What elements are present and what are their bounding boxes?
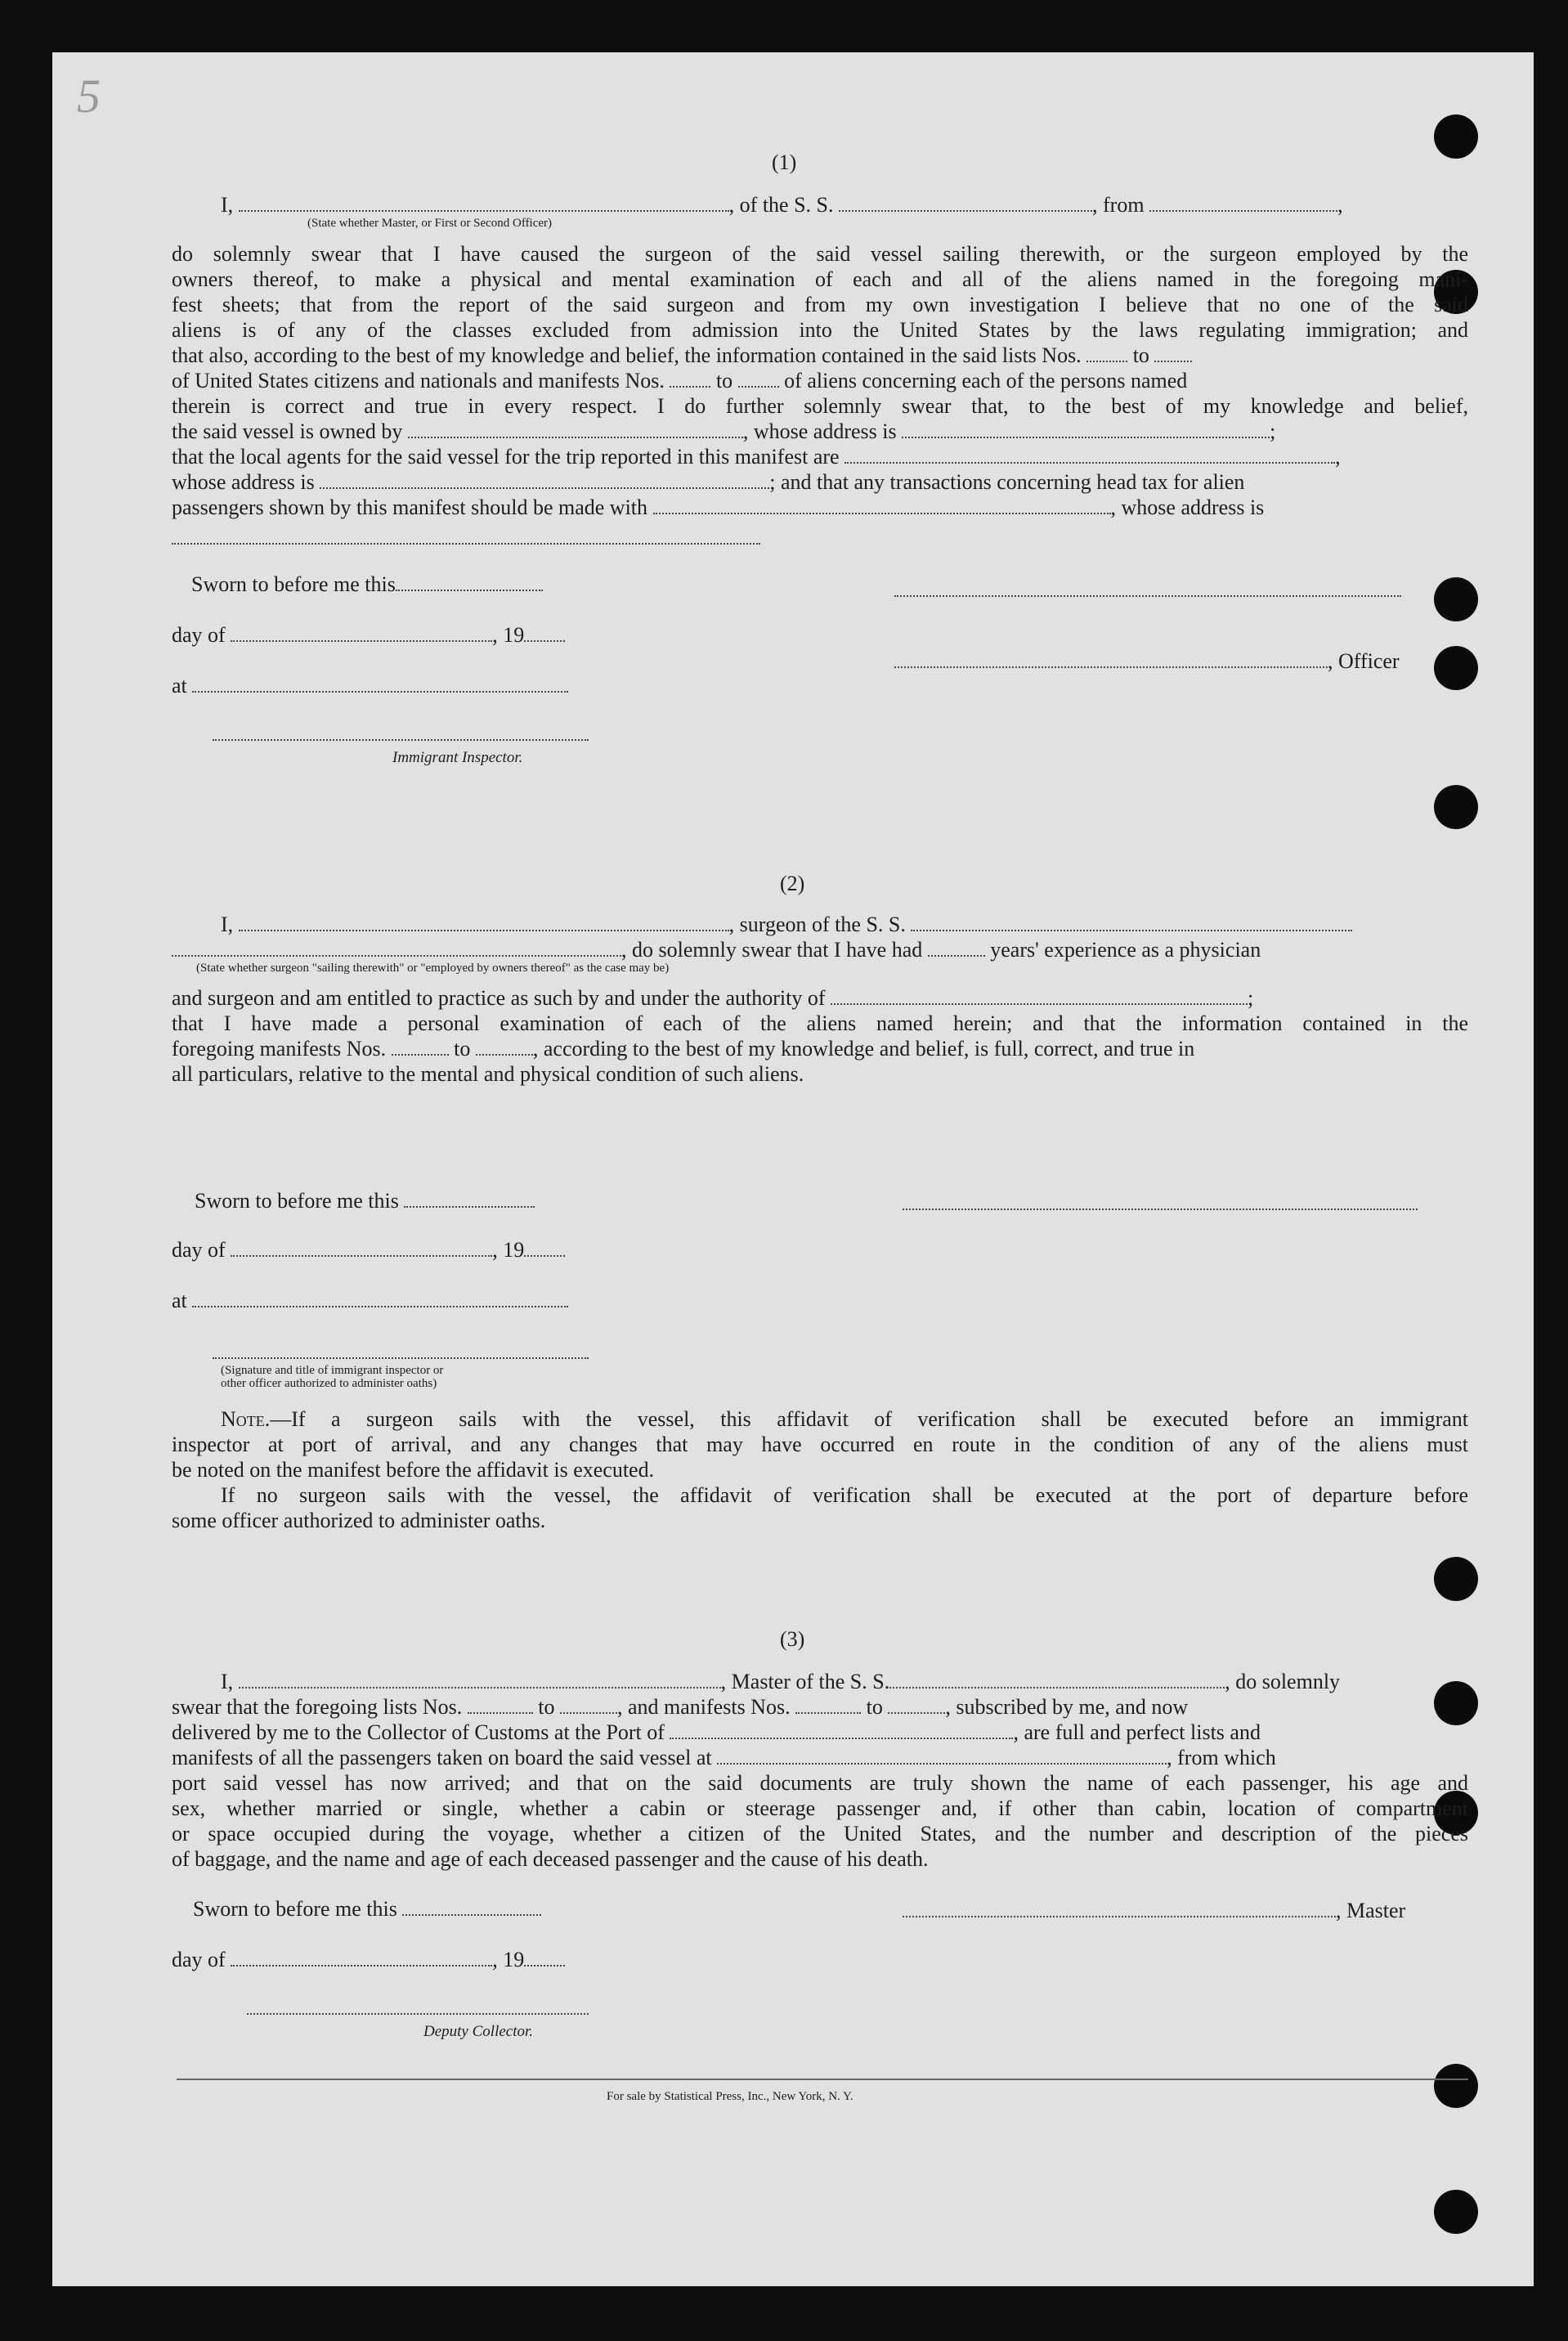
s1-text: owners thereof, to make a physical and mental examination of each and all of the aliens named in the foregoing mani- (172, 267, 1468, 291)
punch-hole (1434, 2190, 1478, 2234)
document-page (52, 52, 1534, 2286)
s3-text: port said vessel has now arrived; and that on the said documents are truly shown the name of each passenger, his age and (172, 1771, 1468, 1795)
s1-officer-sign: , Officer (894, 649, 1400, 674)
s3-text: delivered by me to the Collector of Customs at the Port of , are full and perfect lists and (172, 1720, 1261, 1744)
s1-text: the said vessel is owned by , whose address is ; (172, 419, 1276, 443)
punch-hole (1434, 1557, 1478, 1601)
s1-inspector-caption: Immigrant Inspector. (392, 749, 523, 766)
s1-text: aliens is of any of the classes excluded from admission into the United States by the laws regulating immigration; and (172, 318, 1468, 342)
s2-inspector-line (213, 1356, 589, 1359)
s3-text: swear that the foregoing lists Nos. to , and manifests Nos. to , subscribed by me, and now (172, 1695, 1189, 1719)
section-1-heading: (1) (772, 150, 797, 174)
note-label: Note. (221, 1407, 271, 1431)
s1-text: whose address is ; and that any transactions concerning head tax for alien (172, 470, 1245, 494)
handwritten-page-mark: 5 (77, 70, 101, 123)
s2-text: foregoing manifests Nos. to , according to the best of my knowledge and belief, is full, correct, and true in (172, 1037, 1195, 1061)
s2-note: be noted on the manifest before the affidavit is executed. (172, 1458, 655, 1482)
s3-sworn: Sworn to before me this (193, 1897, 541, 1922)
s2-surgeon-note: (State whether surgeon "sailing therewith" or "employed by owners thereof" as the case may be) (196, 962, 670, 975)
s3-text: of baggage, and the name and age of each deceased passenger and the cause of his death. (172, 1847, 929, 1871)
s3-collector-caption: Deputy Collector. (423, 2023, 534, 2040)
s1-text: passengers shown by this manifest should be made with , whose address is (172, 496, 1265, 519)
s2-at: at (172, 1289, 568, 1313)
s1-text: that also, according to the best of my knowledge and belief, the information contained in the said lists Nos. to (172, 343, 1192, 368)
s1-inspector-line (213, 738, 589, 741)
s2-note: inspector at port of arrival, and any changes that may have occurred en route in the condition of any of the aliens must (172, 1433, 1468, 1456)
punch-hole (1434, 1681, 1478, 1725)
s3-lead: I, , Master of the S. S. , do solemnly (221, 1670, 1341, 1693)
section-2-heading: (2) (780, 872, 805, 895)
s1-signature-line (894, 594, 1401, 597)
s1-text: fest sheets; that from the report of the said surgeon and from my own investigation I believe that no one of the said (172, 293, 1468, 316)
s3-collector-line (247, 2011, 589, 2015)
s2-text: and surgeon and am entitled to practice as such by and under the authority of ; (172, 986, 1254, 1010)
punch-hole (1434, 646, 1478, 690)
section-3-heading: (3) (780, 1627, 805, 1651)
s1-at: at (172, 674, 568, 698)
s1-text: that the local agents for the said vessel for the trip reported in this manifest are , (172, 445, 1341, 469)
s3-text: sex, whether married or single, whether a cabin or steerage passenger and, if other than cabin, location of compartment (172, 1796, 1468, 1820)
s3-text: manifests of all the passengers taken on board the said vessel at , from which (172, 1746, 1276, 1769)
s1-sworn: Sworn to before me this (191, 572, 543, 597)
s2-day: day of , 19 (172, 1238, 565, 1262)
s1-lead: I, , of the S. S. , from , (221, 193, 1343, 217)
s1-text: therein is correct and true in every respect. I do further solemnly swear that, to the best of my knowledge and belief, (172, 394, 1468, 418)
s3-text: or space occupied during the voyage, whether a citizen of the United States, and the number and description of the pieces (172, 1822, 1468, 1845)
s2-lead: I, , surgeon of the S. S. (221, 913, 1352, 937)
punch-hole (1434, 114, 1478, 159)
s1-text: do solemnly swear that I have caused the surgeon of the said vessel sailing therewith, or the surgeon employed by the (172, 242, 1468, 266)
s1-officer-note: (State whether Master, or First or Second Officer) (307, 217, 553, 230)
s1-address-line (172, 541, 760, 545)
s2-text: that I have made a personal examination of each of the aliens named herein; and that the information contained in the (172, 1011, 1468, 1035)
punch-hole (1434, 2064, 1478, 2108)
s3-day: day of , 19 (172, 1948, 565, 1972)
s1-day: day of , 19 (172, 623, 565, 648)
s3-master-sign: , Master (903, 1899, 1405, 1923)
punch-hole (1434, 577, 1478, 621)
footer-imprint: For sale by Statistical Press, Inc., New York, N. Y. (607, 2090, 853, 2103)
s1-text: of United States citizens and nationals and manifests Nos. to of aliens concerning each of the persons named (172, 369, 1188, 392)
s2-sworn: Sworn to before me this (195, 1189, 535, 1213)
s2-text: , do solemnly swear that I have had years' experience as a physician (172, 938, 1261, 962)
s2-note: Note. —If a surgeon sails with the vessel, this affidavit of verification shall be executed before an immigrant (221, 1407, 1468, 1431)
s2-sig-caption: other officer authorized to administer oaths) (221, 1377, 437, 1390)
punch-hole (1434, 785, 1478, 829)
footer-rule (177, 2079, 1468, 2080)
s2-note: If no surgeon sails with the vessel, the affidavit of verification shall be executed at the port of departure before (221, 1483, 1468, 1507)
s2-signature-line (903, 1207, 1418, 1210)
s2-sig-caption: (Signature and title of immigrant inspector or (221, 1364, 444, 1377)
s2-text: all particulars, relative to the mental and physical condition of such aliens. (172, 1062, 804, 1086)
s2-note: some officer authorized to administer oaths. (172, 1509, 546, 1532)
